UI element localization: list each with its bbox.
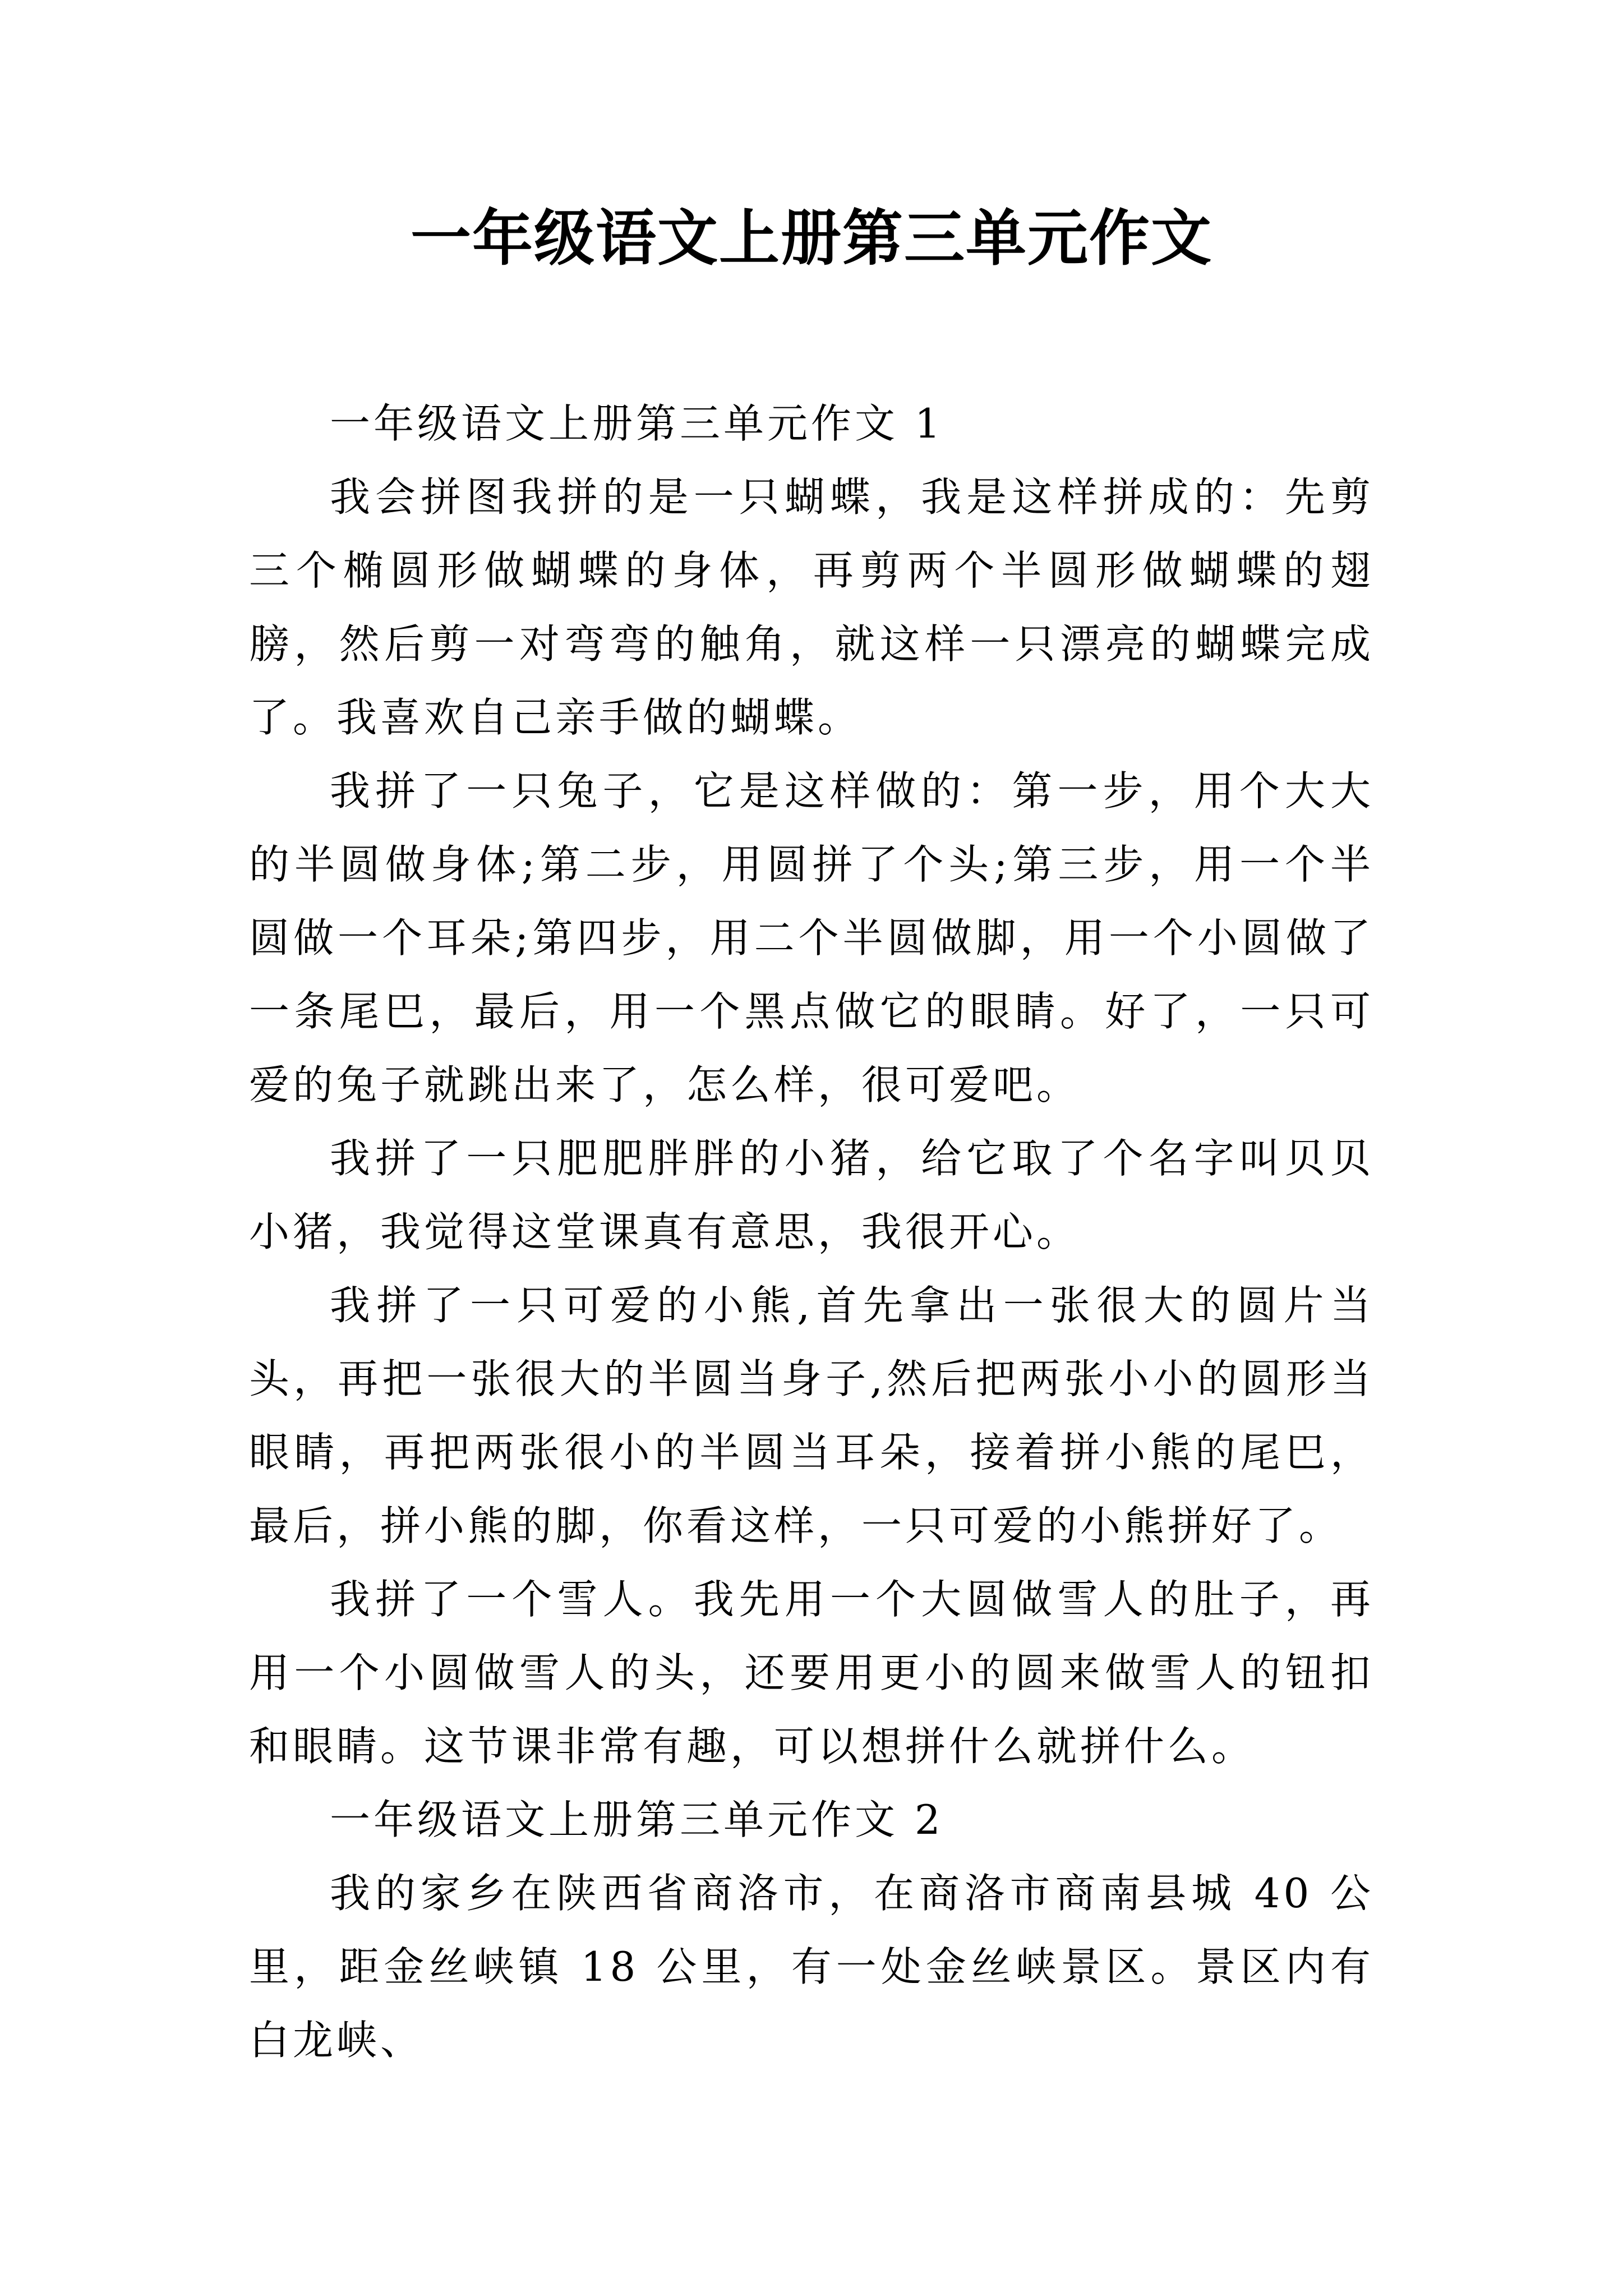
paragraph-snowman: 我拼了一个雪人。我先用一个大圆做雪人的肚子，再用一个小圆做雪人的头，还要用更小的圆来做雪人的钮扣和眼睛。这节课非常有趣，可以想拼什么就拼什么。 — [249, 1576, 1374, 1770]
section-heading-2: 一年级语文上册第三单元作文 2 — [330, 1796, 944, 1843]
paragraph-butterfly: 我会拼图我拼的是一只蝴蝶，我是这样拼成的：先剪三个椭圆形做蝴蝶的身体，再剪两个半圆形做蝴蝶的翅膀，然后剪一对弯弯的触角，就这样一只漂亮的蝴蝶完成了。我喜欢自己亲手做的蝴蝶。 — [249, 473, 1374, 741]
paragraph-bear: 我拼了一只可爱的小熊,首先拿出一张很大的圆片当头，再把一张很大的半圆当身子,然后把两张小小的圆形当眼睛，再把两张很小的半圆当耳朵，接着拼小熊的尾巴，最后，拼小熊的脚，你看这样，一只可爱的小熊拼好了。 — [249, 1282, 1374, 1549]
section-heading-1: 一年级语文上册第三单元作文 1 — [330, 400, 944, 447]
document-title: 一年级语文上册第三单元作文 — [410, 203, 1212, 274]
paragraph-hometown: 我的家乡在陕西省商洛市，在商洛市商南县城 40 公里，距金丝峡镇 18 公里，有一处金丝峡景区。景区内有白龙峡、 — [249, 1870, 1374, 2064]
paragraph-rabbit: 我拼了一只兔子，它是这样做的：第一步，用个大大的半圆做身体;第二步，用圆拼了个头;第三步，用一个半圆做一个耳朵;第四步，用二个半圆做脚，用一个小圆做了一条尾巴，最后，用一个黑点做它的眼睛。好了，一只可爱的兔子就跳出来了，怎么样，很可爱吧。 — [249, 767, 1374, 1108]
document-body — [249, 387, 1374, 2077]
paragraph-pig: 我拼了一只肥肥胖胖的小猪，给它取了个名字叫贝贝小猪，我觉得这堂课真有意思，我很开心。 — [249, 1135, 1374, 1255]
